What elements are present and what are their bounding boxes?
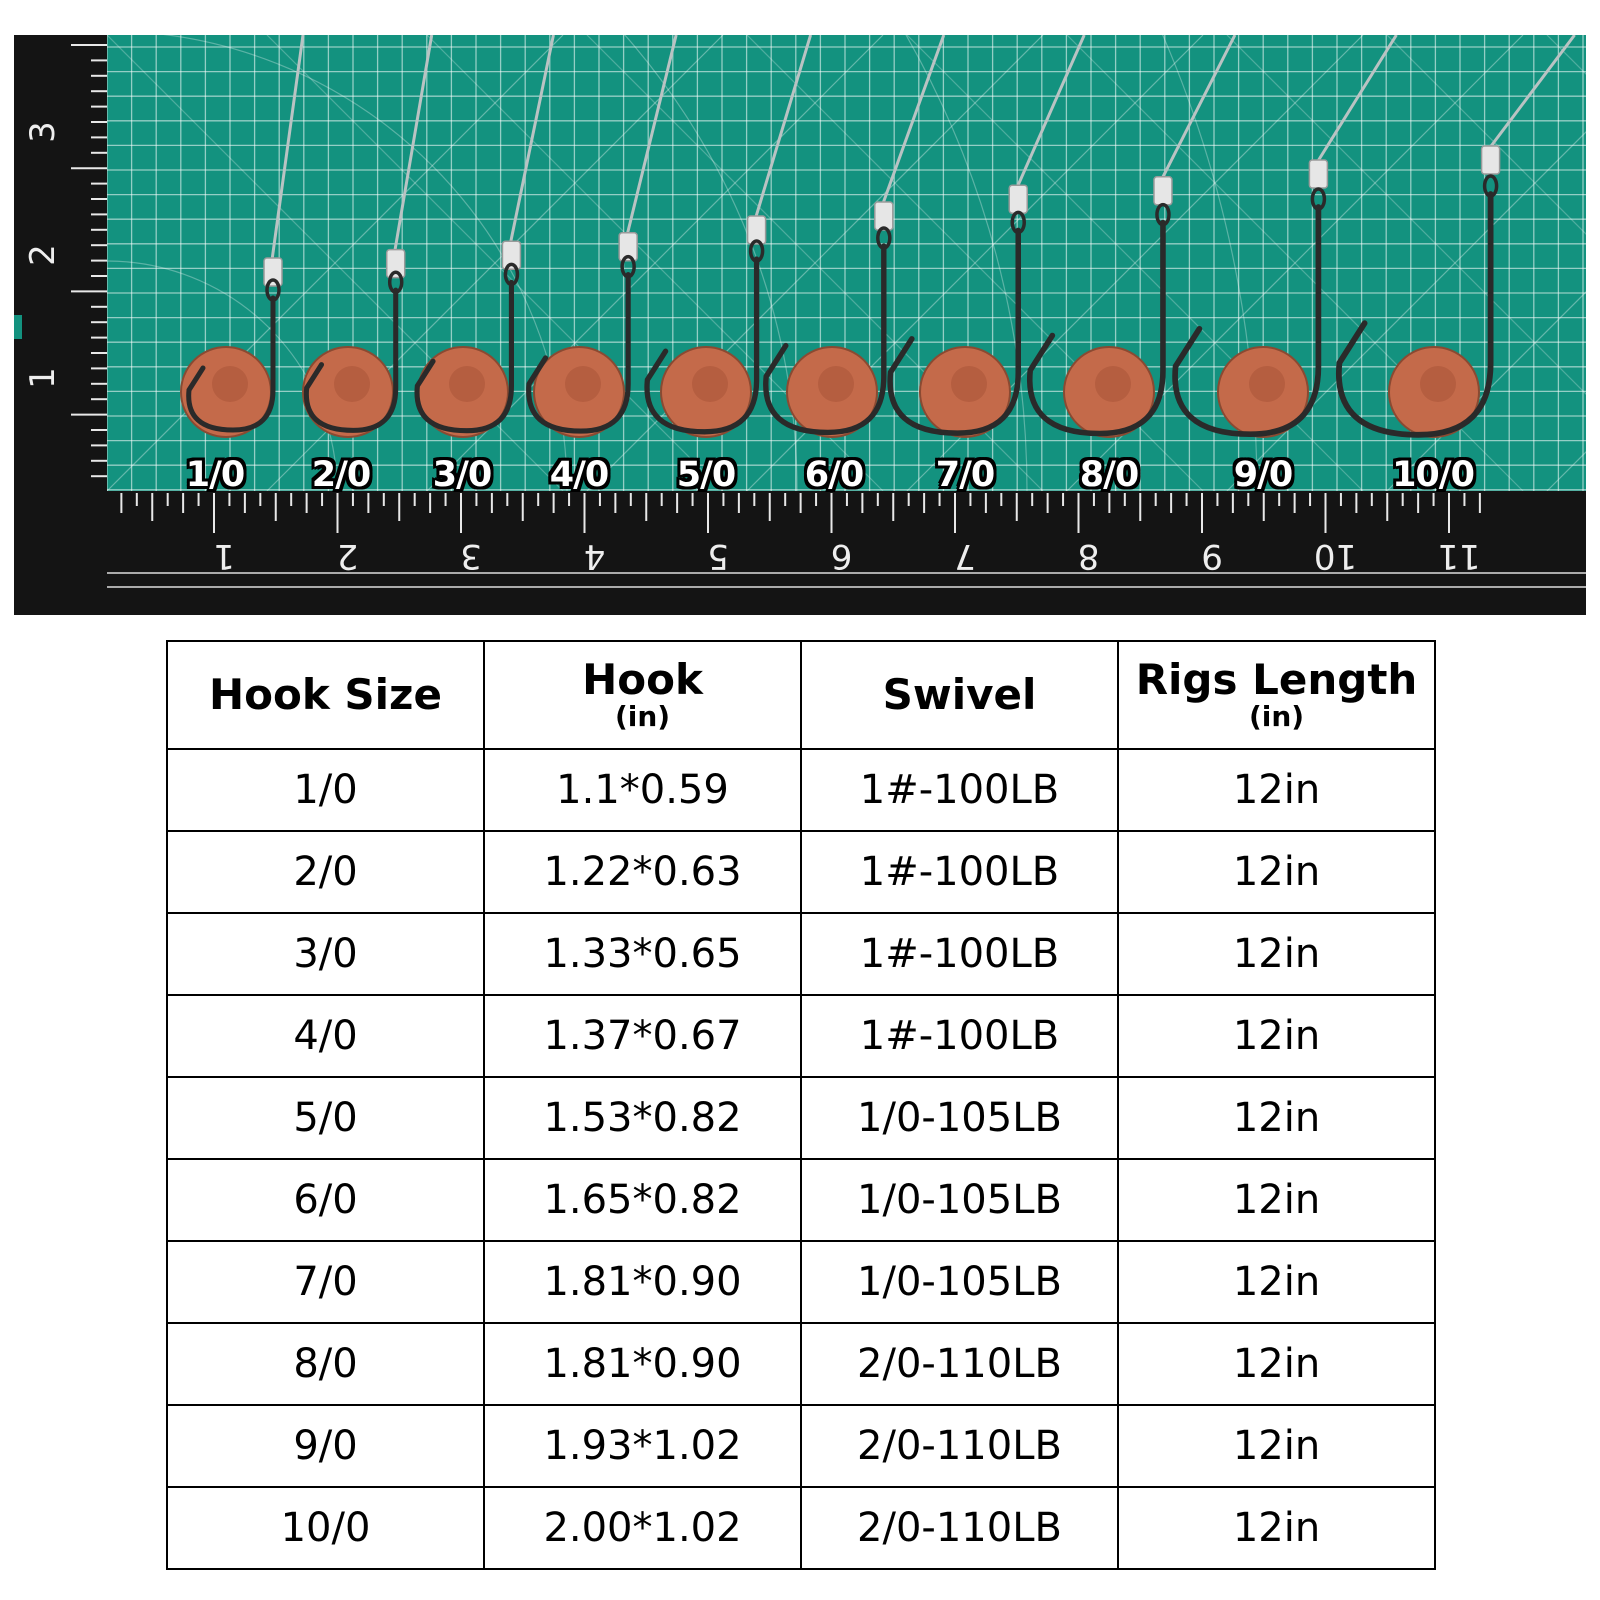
crimp-sleeve [1009, 185, 1027, 213]
cell-hook-dims: 1.1*0.59 [484, 749, 801, 831]
hook-size-label: 2/0 [311, 455, 371, 495]
cell-rigs-length: 12in [1118, 1241, 1435, 1323]
hook-size-label: 4/0 [549, 455, 609, 495]
cell-hook-size: 5/0 [167, 1077, 484, 1159]
crimp-sleeve [875, 202, 893, 230]
penny-portrait [334, 366, 370, 402]
hook-size-label: 6/0 [804, 455, 864, 495]
table-row [167, 1405, 1435, 1487]
hook-size-label: 8/0 [1079, 455, 1139, 495]
table-row [167, 1241, 1435, 1323]
cell-rigs-length: 12in [1118, 1487, 1435, 1569]
cell-swivel: 1#-100LB [801, 913, 1118, 995]
cell-hook-dims: 1.81*0.90 [484, 1323, 801, 1405]
penny-portrait [1420, 366, 1456, 402]
ruler-number: 2 [336, 536, 359, 576]
cell-rigs-length: 12in [1118, 1405, 1435, 1487]
hook-size-label: 7/0 [935, 455, 995, 495]
cell-hook-dims: 1.53*0.82 [484, 1077, 801, 1159]
crimp-sleeve [1309, 160, 1327, 188]
cell-swivel: 2/0-110LB [801, 1323, 1118, 1405]
ruler-number: 11 [1437, 536, 1481, 576]
table-row [167, 1077, 1435, 1159]
penny-portrait [1249, 366, 1285, 402]
ruler-number: 5 [707, 536, 729, 576]
cell-hook-dims: 1.22*0.63 [484, 831, 801, 913]
cell-rigs-length: 12in [1118, 831, 1435, 913]
cell-hook-size: 9/0 [167, 1405, 484, 1487]
hook-size-label: 5/0 [676, 455, 736, 495]
penny-portrait [1095, 366, 1131, 402]
cell-hook-size: 7/0 [167, 1241, 484, 1323]
penny-portrait [818, 366, 854, 402]
cell-hook-dims: 1.81*0.90 [484, 1241, 801, 1323]
cell-hook-size: 4/0 [167, 995, 484, 1077]
cell-hook-size: 10/0 [167, 1487, 484, 1569]
header-rigs-length: Rigs Length (in) [1118, 641, 1435, 749]
hooks-photo [14, 35, 1586, 615]
ruler-number: 6 [830, 536, 853, 576]
table-row [167, 749, 1435, 831]
ruler-number: 10 [1313, 536, 1358, 576]
table-row [167, 995, 1435, 1077]
cell-rigs-length: 12in [1118, 1077, 1435, 1159]
table-row [167, 1159, 1435, 1241]
cell-rigs-length: 12in [1118, 1323, 1435, 1405]
ruler-number: 2 [23, 244, 63, 266]
cell-rigs-length: 12in [1118, 1159, 1435, 1241]
table-row [167, 1323, 1435, 1405]
cell-hook-dims: 1.37*0.67 [484, 995, 801, 1077]
ruler-notch [14, 315, 22, 339]
ruler-number: 9 [1201, 536, 1223, 576]
header-hook-size: Hook Size [167, 641, 484, 749]
cell-swivel: 2/0-110LB [801, 1487, 1118, 1569]
cell-swivel: 1#-100LB [801, 749, 1118, 831]
header-swivel: Swivel [801, 641, 1118, 749]
spec-table [166, 640, 1436, 1570]
hook-size-label: 1/0 [185, 455, 245, 495]
ruler-number: 3 [23, 121, 63, 143]
ruler-number: 1 [213, 536, 235, 576]
cell-hook-size: 2/0 [167, 831, 484, 913]
ruler-number: 4 [583, 536, 606, 576]
header-hook: Hook (in) [484, 641, 801, 749]
cell-swivel: 2/0-110LB [801, 1405, 1118, 1487]
crimp-sleeve [1482, 146, 1500, 174]
hook-size-label: 10/0 [1392, 455, 1474, 495]
ruler-number: 3 [460, 536, 482, 576]
cell-swivel: 1/0-105LB [801, 1159, 1118, 1241]
cell-rigs-length: 12in [1118, 749, 1435, 831]
cell-hook-size: 8/0 [167, 1323, 484, 1405]
table-row [167, 831, 1435, 913]
cell-rigs-length: 12in [1118, 913, 1435, 995]
ruler-number: 7 [954, 536, 976, 576]
cell-hook-dims: 1.93*1.02 [484, 1405, 801, 1487]
cell-hook-size: 3/0 [167, 913, 484, 995]
penny-portrait [565, 366, 601, 402]
cell-hook-dims: 1.33*0.65 [484, 913, 801, 995]
cell-hook-size: 6/0 [167, 1159, 484, 1241]
ruler-number: 1 [23, 367, 63, 389]
cell-hook-dims: 2.00*1.02 [484, 1487, 801, 1569]
cutting-mat-photo [14, 35, 1586, 615]
penny-portrait [449, 366, 485, 402]
cell-swivel: 1/0-105LB [801, 1077, 1118, 1159]
cell-rigs-length: 12in [1118, 995, 1435, 1077]
cell-swivel: 1#-100LB [801, 995, 1118, 1077]
penny-portrait [951, 366, 987, 402]
cell-swivel: 1/0-105LB [801, 1241, 1118, 1323]
cell-swivel: 1#-100LB [801, 831, 1118, 913]
cell-hook-size: 1/0 [167, 749, 484, 831]
cell-hook-dims: 1.65*0.82 [484, 1159, 801, 1241]
penny-portrait [212, 366, 248, 402]
table-row [167, 913, 1435, 995]
crimp-sleeve [1154, 177, 1172, 205]
ruler-number: 8 [1077, 536, 1100, 576]
crimp-sleeve [264, 258, 282, 286]
hook-size-label: 9/0 [1233, 455, 1293, 495]
penny-portrait [692, 366, 728, 402]
table-row [167, 1487, 1435, 1569]
hook-size-label: 3/0 [432, 455, 492, 495]
table-header-row [167, 641, 1435, 749]
